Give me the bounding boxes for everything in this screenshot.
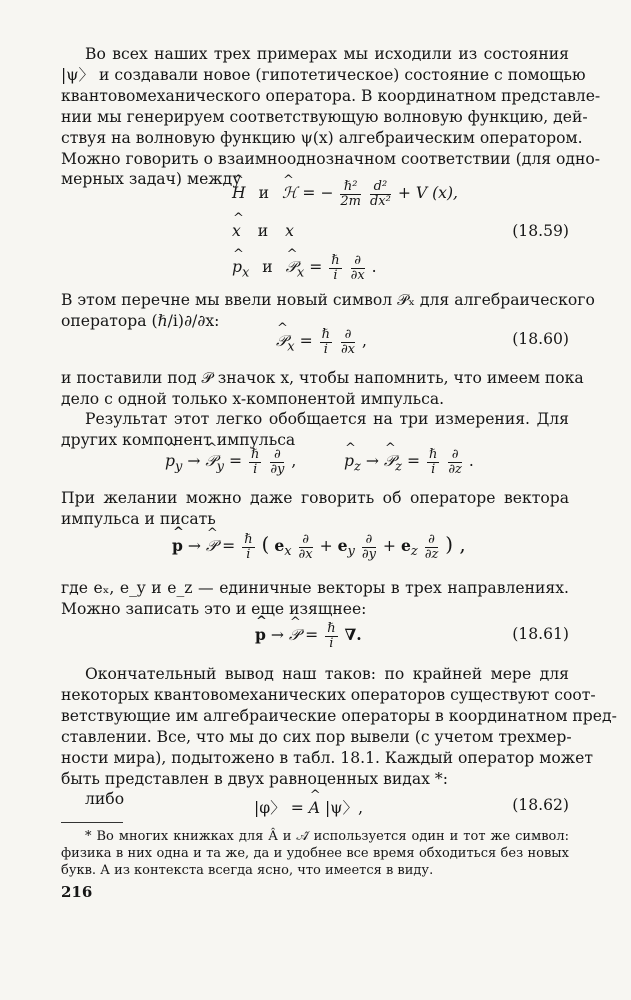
subscript: x	[284, 544, 292, 560]
subscript: z	[410, 544, 418, 560]
fraction	[427, 448, 439, 476]
footnote	[61, 828, 569, 879]
plus-sign: +	[382, 537, 396, 555]
fraction	[329, 254, 341, 282]
unit-vector: e	[274, 536, 285, 555]
text-line: |ψ〉 и создавали новое (гипотетическое) состояние с помощью	[61, 65, 586, 84]
arrow: →	[187, 452, 201, 471]
page-number: 216	[61, 883, 93, 901]
footnote-line: физика в них одна и та же, да и удобнее все время обходиться без новых	[61, 846, 569, 861]
numerator: ℏ	[250, 447, 260, 462]
derivative	[362, 533, 376, 561]
text-line: Окончательный вывод наш таков: по крайней мере для	[85, 665, 569, 683]
algebraic-operator: ^ 𝒫	[205, 452, 216, 471]
potential-term: + V (x),	[397, 184, 458, 203]
denominator: ∂y	[270, 461, 285, 477]
numerator: ∂	[362, 533, 376, 548]
equals-sign: =	[299, 332, 313, 351]
numerator: ∂	[425, 533, 439, 548]
equation-18-60	[276, 328, 367, 356]
vector-operator: ^ p	[255, 625, 266, 644]
derivative	[341, 328, 355, 356]
text-line: Можно записать это и еще изящнее:	[61, 599, 367, 618]
paragraph-unit-vectors	[61, 578, 569, 620]
equals-sign: =	[228, 452, 243, 471]
algebraic-operator: ^ 𝒫	[286, 258, 297, 277]
text-line: оператора (ℏ/i)∂/∂x:	[61, 311, 220, 330]
equation-vector-momentum	[172, 532, 466, 561]
text-line: мерных задач) между	[61, 170, 242, 189]
derivative	[351, 254, 365, 282]
text-line: ности мира), подытожено в табл. 18.1. Каждый оператор может	[61, 748, 593, 767]
numerator: d²	[370, 180, 391, 195]
text-line: В этом перечне мы ввели новый символ 𝒫ₓ для алгебраического	[61, 291, 595, 309]
denominator: i	[253, 461, 258, 477]
paragraph-new-symbol	[61, 290, 595, 332]
subscript: y	[347, 544, 355, 560]
unit-vector: e	[400, 536, 411, 555]
denominator: ∂z	[424, 546, 439, 562]
fraction	[320, 328, 332, 356]
equation-row-hamiltonian	[232, 180, 458, 208]
denominator: ∂x	[350, 267, 365, 283]
algebraic-operator: x	[285, 222, 294, 240]
numerator: ∂	[270, 448, 284, 463]
arrow: →	[270, 626, 284, 645]
numerator: ∂	[351, 254, 365, 269]
text-line: и поставили под 𝒫 значок x, чтобы напомнить, что имеем пока	[61, 369, 584, 387]
arrow: →	[187, 537, 201, 555]
text-line: либо	[85, 790, 125, 809]
numerator: ℏ	[327, 621, 336, 636]
derivative	[425, 533, 439, 561]
denominator: ∂x	[340, 341, 356, 357]
paragraph-subscript-note	[61, 368, 584, 410]
text-line: квантовомеханического оператора. В координатном представле-	[61, 86, 601, 105]
operator-symbol: ^ p	[165, 452, 175, 470]
equation-row-position	[232, 222, 294, 240]
subscript: x	[287, 339, 295, 355]
equation-18-61	[255, 622, 362, 650]
close-paren: ) ,	[445, 532, 466, 556]
algebraic-operator: ^ 𝒫	[276, 332, 287, 351]
equals-sign: =	[406, 452, 421, 471]
text-line: Можно говорить о взаимнооднозначном соответствии (для одно-	[61, 149, 601, 168]
vector-operator: ^ p	[172, 536, 183, 555]
rhs-state: |ψ〉,	[325, 799, 364, 817]
footnote-line: * Во многих книжках для Â и 𝒜̂ используется один и тот же символ:	[85, 829, 569, 844]
equation-pz	[344, 448, 474, 476]
numerator: ℏ	[244, 531, 253, 547]
operator-symbol: ^ p	[232, 258, 242, 276]
fraction	[242, 533, 254, 561]
derivative	[270, 448, 284, 476]
and-word: и	[262, 258, 273, 277]
text-line: ставлении. Все, что мы до сих пор вывели (с учетом трехмер-	[61, 727, 572, 746]
text-line: При желании можно даже говорить об операторе вектора	[61, 489, 569, 507]
subscript: x	[296, 265, 305, 281]
arrow: →	[365, 452, 379, 471]
subscript: y	[174, 459, 183, 475]
plus-sign: +	[319, 537, 333, 555]
equation-number: (18.61)	[512, 625, 569, 643]
paragraph-intro	[61, 44, 601, 190]
text-line: импульса и писать	[61, 509, 216, 528]
subscript: z	[395, 459, 402, 475]
text-line: ствуя на волновую функцию ψ(x) алгебраическим оператором.	[61, 128, 583, 147]
algebraic-operator: ^ 𝒫	[206, 537, 217, 556]
footnote-divider	[61, 822, 123, 823]
equation-number: (18.59)	[512, 222, 569, 240]
algebraic-operator: ^ ℋ	[282, 184, 297, 202]
text-line: быть представлен в двух равноценных видах *:	[61, 769, 448, 788]
denominator: dx²	[369, 193, 391, 209]
operator-symbol: ^ x	[232, 222, 241, 240]
denominator: i	[323, 341, 328, 357]
text-line: где eₓ, e_y и e_z — единичные векторы в трех направлениях.	[61, 579, 569, 597]
and-word: и	[257, 222, 269, 240]
numerator: ℏ²	[340, 180, 361, 195]
equals-sign: =	[305, 626, 319, 645]
denominator: i	[246, 546, 251, 562]
operator-symbol: ^ A	[309, 799, 320, 817]
fraction	[340, 180, 361, 208]
numerator: ℏ	[331, 253, 340, 268]
fraction	[325, 622, 337, 650]
text-line: ветствующие им алгебраические операторы в координатном пред-	[61, 706, 617, 725]
derivative	[299, 533, 313, 561]
operator-symbol: ^ p	[344, 452, 354, 470]
nabla-operator: ∇.	[344, 625, 362, 645]
numerator: ∂	[299, 533, 313, 548]
derivative	[448, 448, 462, 476]
denominator: i	[333, 267, 338, 283]
text-line: некоторых квантовомеханических операторов существуют соот-	[61, 685, 596, 704]
equals-sign: = −	[302, 184, 334, 203]
text-line: Результат этот легко обобщается на три измерения. Для	[85, 410, 569, 428]
text-line: Во всех наших трех примерах мы исходили из состояния	[85, 45, 569, 63]
text-line: нии мы генерируем соответствующую волновую функцию, дей-	[61, 107, 588, 126]
equation-18-62	[254, 796, 363, 818]
algebraic-operator: ^ 𝒫	[384, 452, 395, 471]
footnote-text	[61, 828, 569, 879]
equation-py	[165, 448, 296, 476]
text-line: дело с одной только x-компонентой импульса.	[61, 389, 445, 408]
period: .	[371, 258, 377, 277]
algebraic-operator: ^ 𝒫	[289, 626, 300, 645]
period: .	[468, 452, 474, 471]
numerator: ∂	[341, 328, 355, 343]
text-line: других компонент импульса	[61, 430, 296, 449]
subscript: y	[216, 459, 224, 475]
comma: ,	[361, 332, 367, 351]
denominator: ∂x	[298, 546, 313, 562]
unit-vector: e	[337, 536, 348, 555]
derivative	[370, 180, 391, 208]
paragraph-vector-operator	[61, 488, 569, 530]
equals-sign: =	[309, 258, 323, 277]
comma: ,	[291, 452, 297, 471]
denominator: ∂z	[448, 461, 462, 477]
equation-number: (18.62)	[512, 796, 569, 814]
denominator: 2m	[340, 193, 362, 209]
equation-row-momentum	[232, 254, 377, 282]
lhs-state: |φ〉 =	[254, 799, 304, 817]
numerator: ∂	[448, 448, 462, 463]
subscript: x	[241, 265, 250, 281]
paragraph-generalization	[61, 409, 569, 451]
subscript: z	[353, 459, 361, 475]
denominator: i	[329, 635, 334, 651]
footnote-line: букв. А из контекста всегда ясно, что имеется в виду.	[61, 863, 434, 878]
equation-number: (18.60)	[512, 330, 569, 348]
numerator: ℏ	[321, 327, 330, 342]
denominator: ∂y	[361, 546, 376, 562]
fraction	[249, 448, 261, 476]
open-paren: (	[261, 532, 270, 556]
operator-symbol: ^ H	[232, 184, 246, 202]
equals-sign: =	[222, 537, 236, 555]
numerator: ℏ	[428, 447, 438, 462]
and-word: и	[258, 184, 269, 203]
denominator: i	[431, 461, 436, 477]
